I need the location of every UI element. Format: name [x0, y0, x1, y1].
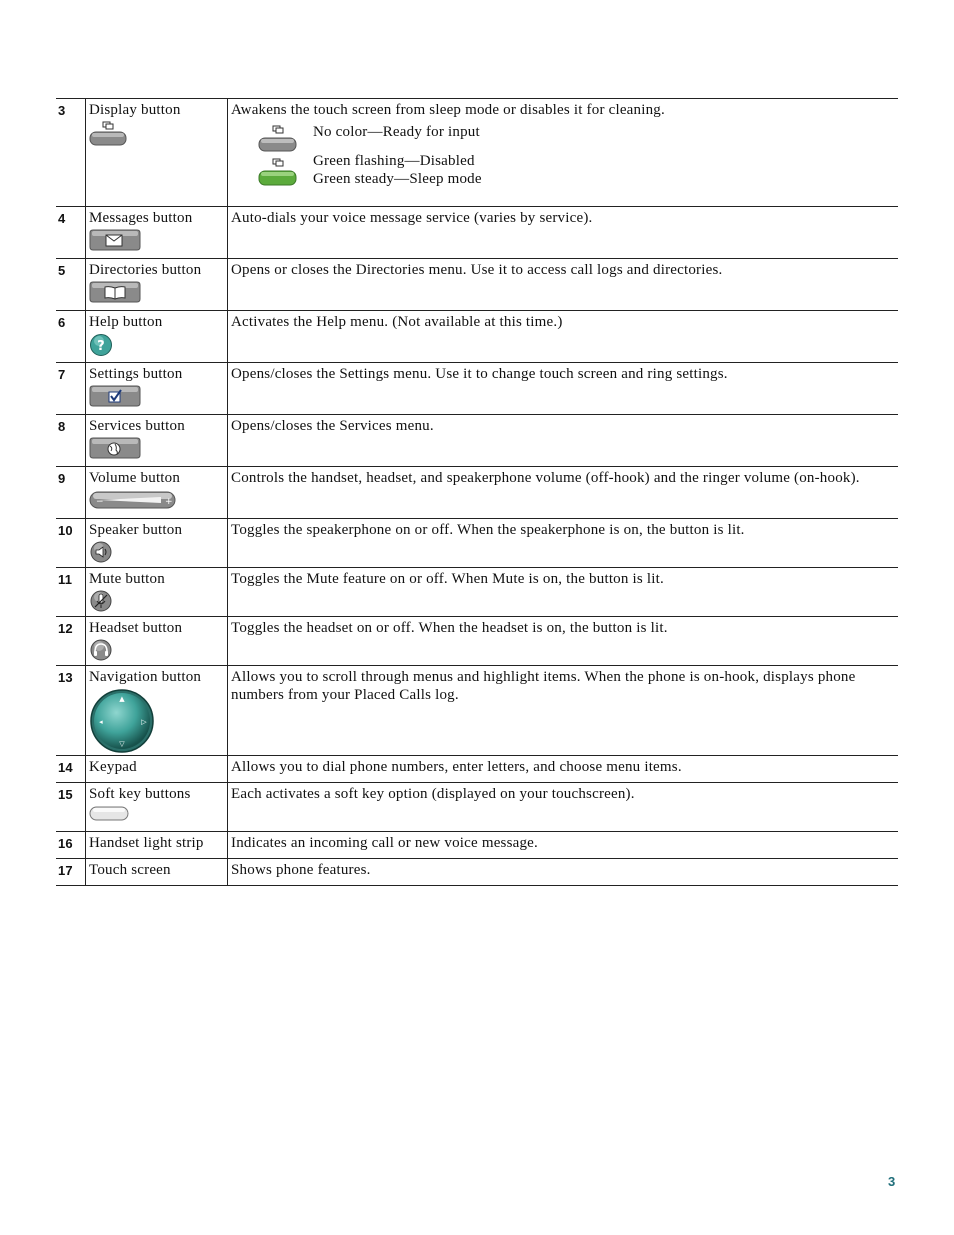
row-description: Indicates an incoming call or new voice message.: [228, 832, 899, 859]
row-description: Opens/closes the Settings menu. Use it to change touch screen and ring settings.: [228, 363, 899, 415]
row-name: Touch screen: [86, 859, 228, 886]
row-description: Controls the handset, headset, and speakerphone volume (off-hook) and the ringer volume (on-hook).: [228, 467, 899, 519]
row-description: Toggles the headset on or off. When the headset is on, the button is lit.: [228, 617, 899, 666]
row-name: Handset light strip: [86, 832, 228, 859]
row-number: 9: [56, 467, 86, 519]
row-description: Auto-dials your voice message service (varies by service).: [228, 207, 899, 259]
svg-text:▲: ▲: [119, 695, 125, 703]
svg-text:◂: ◂: [99, 718, 103, 726]
globe-icon: [89, 437, 141, 459]
navigation-pad-icon: [89, 688, 155, 754]
volume-slider-icon: [89, 489, 177, 511]
row-number: 17: [56, 859, 86, 886]
svg-text:?: ?: [97, 339, 105, 354]
row-number: 14: [56, 756, 86, 783]
row-number: 11: [56, 568, 86, 617]
row-number: 12: [56, 617, 86, 666]
row-description: Activates the Help menu. (Not available at this time.): [228, 311, 899, 363]
row-name: Settings button: [89, 366, 183, 382]
table-row: [56, 783, 898, 832]
display-button-grey-icon: [258, 125, 298, 153]
row-name: Display button: [89, 102, 181, 118]
envelope-icon: [89, 229, 141, 251]
row-number: 6: [56, 311, 86, 363]
row-description: Each activates a soft key option (displayed on your touchscreen).: [228, 783, 899, 832]
table-row: [56, 756, 898, 783]
button-reference-table: [56, 98, 898, 886]
row-name: Keypad: [86, 756, 228, 783]
display-states-list: [231, 119, 898, 199]
display-button-icon: [89, 121, 129, 147]
table-row: [56, 617, 898, 666]
row-number: 7: [56, 363, 86, 415]
table-row: [56, 568, 898, 617]
svg-text:▷: ▷: [141, 718, 147, 726]
row-name: Directories button: [89, 262, 202, 278]
row-number: 16: [56, 832, 86, 859]
row-description: Toggles the speakerphone on or off. When the speakerphone is on, the button is lit.: [228, 519, 899, 568]
table-row: [56, 259, 898, 311]
table-row: [56, 666, 898, 756]
table-row: [56, 415, 898, 467]
state-ready: No color—Ready for input: [313, 124, 480, 140]
row-description: Allows you to scroll through menus and highlight items. When the phone is on-hook, displays phone numbers from your Placed Calls log.: [228, 666, 899, 756]
row-description: Toggles the Mute feature on or off. When Mute is on, the button is lit.: [228, 568, 899, 617]
state-disabled: Green flashing—Disabled: [313, 153, 475, 169]
table-row: [56, 832, 898, 859]
row-description: Opens/closes the Services menu.: [228, 415, 899, 467]
question-icon: [89, 333, 113, 357]
row-number: 5: [56, 259, 86, 311]
row-name: Navigation button: [89, 669, 202, 685]
checkbox-icon: [89, 385, 141, 407]
table-row: [56, 207, 898, 259]
svg-text:+: +: [165, 497, 173, 507]
row-description: Awakens the touch screen from sleep mode or disables it for cleaning.: [231, 102, 665, 118]
table-row: [56, 311, 898, 363]
row-name: Speaker button: [89, 522, 183, 538]
table-row: [56, 363, 898, 415]
row-name: Volume button: [89, 470, 181, 486]
book-icon: [89, 281, 141, 303]
row-description: Allows you to dial phone numbers, enter letters, and choose menu items.: [228, 756, 899, 783]
row-name: Headset button: [89, 620, 183, 636]
row-number: 10: [56, 519, 86, 568]
row-number: 15: [56, 783, 86, 832]
speaker-icon: [89, 541, 113, 563]
row-number: 13: [56, 666, 86, 756]
page-number: 3: [888, 1174, 896, 1189]
svg-text:−: −: [96, 497, 104, 507]
row-name: Soft key buttons: [89, 786, 191, 802]
state-sleep: Green steady—Sleep mode: [313, 171, 482, 187]
row-name: Mute button: [89, 571, 165, 587]
display-button-green-icon: [258, 158, 298, 188]
row-description: Opens or closes the Directories menu. Use it to access call logs and directories.: [228, 259, 899, 311]
soft-key-icon: [89, 805, 131, 823]
row-name: Help button: [89, 314, 163, 330]
mute-microphone-icon: [89, 590, 113, 612]
row-number: 8: [56, 415, 86, 467]
table-row: [56, 99, 898, 207]
svg-text:▽: ▽: [119, 740, 125, 748]
row-number: 4: [56, 207, 86, 259]
table-row: [56, 519, 898, 568]
row-name: Messages button: [89, 210, 193, 226]
row-number: 3: [56, 99, 86, 207]
row-description: Shows phone features.: [228, 859, 899, 886]
headset-icon: [89, 639, 113, 661]
table-row: [56, 467, 898, 519]
table-row: [56, 859, 898, 886]
row-name: Services button: [89, 418, 185, 434]
